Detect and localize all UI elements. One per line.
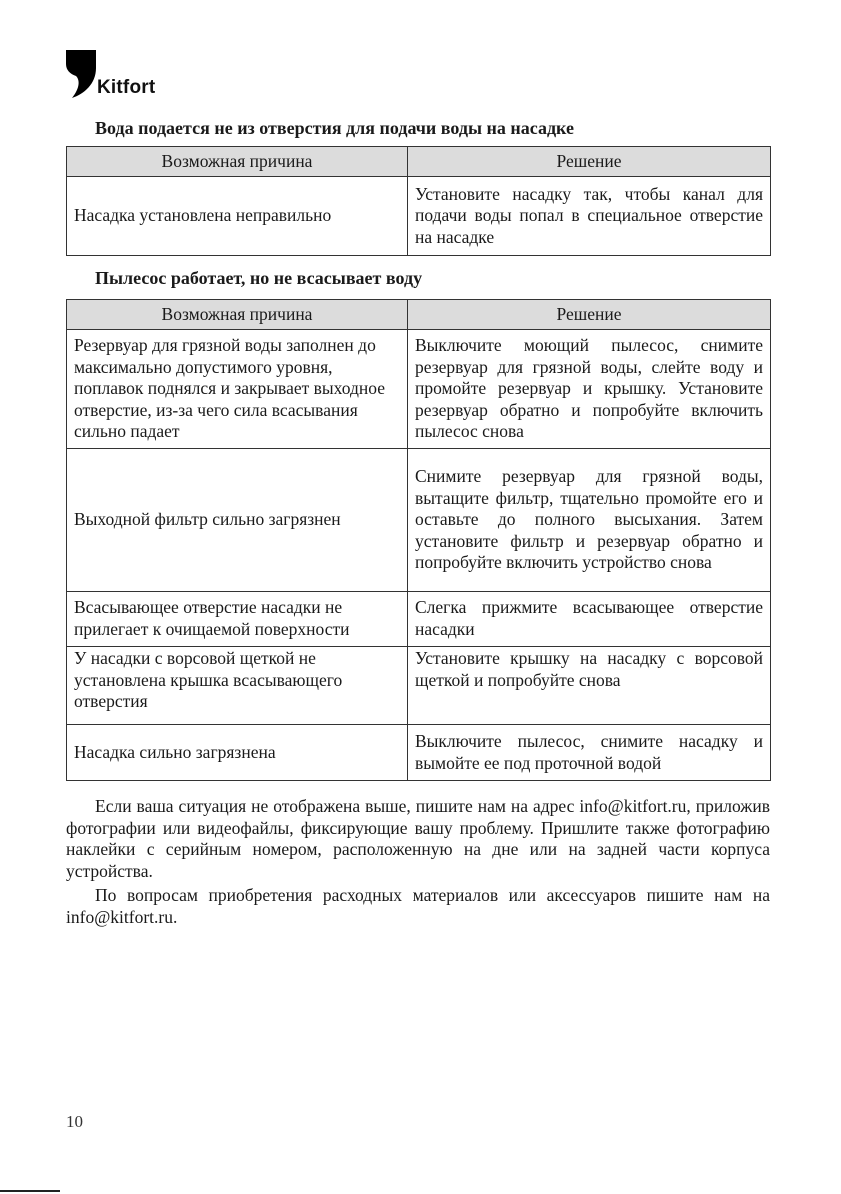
section-title-suction: Пылесос работает, но не всасывает воду: [95, 268, 423, 288]
troubleshooting-table-suction: [66, 299, 771, 781]
table-row: [67, 592, 771, 647]
column-header-solution: Решение: [408, 300, 771, 330]
table-row: [67, 725, 771, 781]
divider: [0, 1190, 60, 1192]
kitfort-logo-icon: [66, 50, 96, 98]
cause-cell: Всасывающее отверстие насадки не прилегает к очищаемой поверхности: [67, 592, 408, 647]
page-number: 10: [66, 1112, 83, 1131]
accessories-paragraph: [66, 885, 770, 928]
kitfort-logo: [66, 50, 196, 102]
brand-name: Kitfort: [97, 77, 156, 98]
cause-cell: У насадки с ворсовой щеткой не установлена крышка всасывающего отверстия: [67, 647, 408, 725]
table-row: [67, 449, 771, 592]
contact-paragraph: [66, 796, 770, 883]
column-header-solution: Решение: [408, 147, 771, 177]
cause-cell: Насадка сильно загрязнена: [67, 725, 408, 781]
solution-cell: Слегка прижмите всасывающее отверстие насадки: [408, 592, 771, 647]
cause-cell: Насадка установлена неправильно: [67, 177, 408, 256]
contact-paragraph-text: Если ваша ситуация не отображена выше, пишите нам на адрес info@kitfort.ru, приложив фотографии или видеофайлы, фиксирующие вашу проблему. Пришлите также фотографию наклейки с серийным номером, расположенную на дне или на задней части корпуса устройства.: [66, 796, 770, 882]
cause-cell: Выходной фильтр сильно загрязнен: [67, 449, 408, 592]
table-header-row: [67, 147, 771, 177]
solution-cell: Установите крышку на насадку с ворсовой щеткой и попробуйте снова: [408, 647, 771, 725]
solution-cell: Выключите моющий пылесос, снимите резервуар для грязной воды, слейте воду и промойте резервуар и крышку. Установите резервуар обратно и попробуйте включить пылесос снова: [408, 330, 771, 449]
table-row: [67, 330, 771, 449]
table-row: [67, 177, 771, 256]
troubleshooting-table-water: [66, 146, 771, 256]
column-header-cause: Возможная причина: [67, 300, 408, 330]
solution-cell: Снимите резервуар для грязной воды, вытащите фильтр, тщательно промойте его и оставьте до полного высыхания. Затем установите фильтр и резервуар обратно и попробуйте включить устройство снова: [408, 449, 771, 592]
table-row: [67, 647, 771, 725]
accessories-paragraph-text: По вопросам приобретения расходных материалов или аксессуаров пишите нам на info@kitfort.ru.: [66, 885, 770, 927]
solution-cell: Выключите пылесос, снимите насадку и вымойте ее под проточной водой: [408, 725, 771, 781]
column-header-cause: Возможная причина: [67, 147, 408, 177]
solution-cell: Установите насадку так, чтобы канал для подачи воды попал в специальное отверстие на насадке: [408, 177, 771, 256]
cause-cell: Резервуар для грязной воды заполнен до максимально допустимого уровня, поплавок поднялся и закрывает выходное отверстие, из-за чего сила всасывания сильно падает: [67, 330, 408, 449]
table-header-row: [67, 300, 771, 330]
section-title-water: Вода подается не из отверстия для подачи воды на насадке: [95, 118, 574, 138]
